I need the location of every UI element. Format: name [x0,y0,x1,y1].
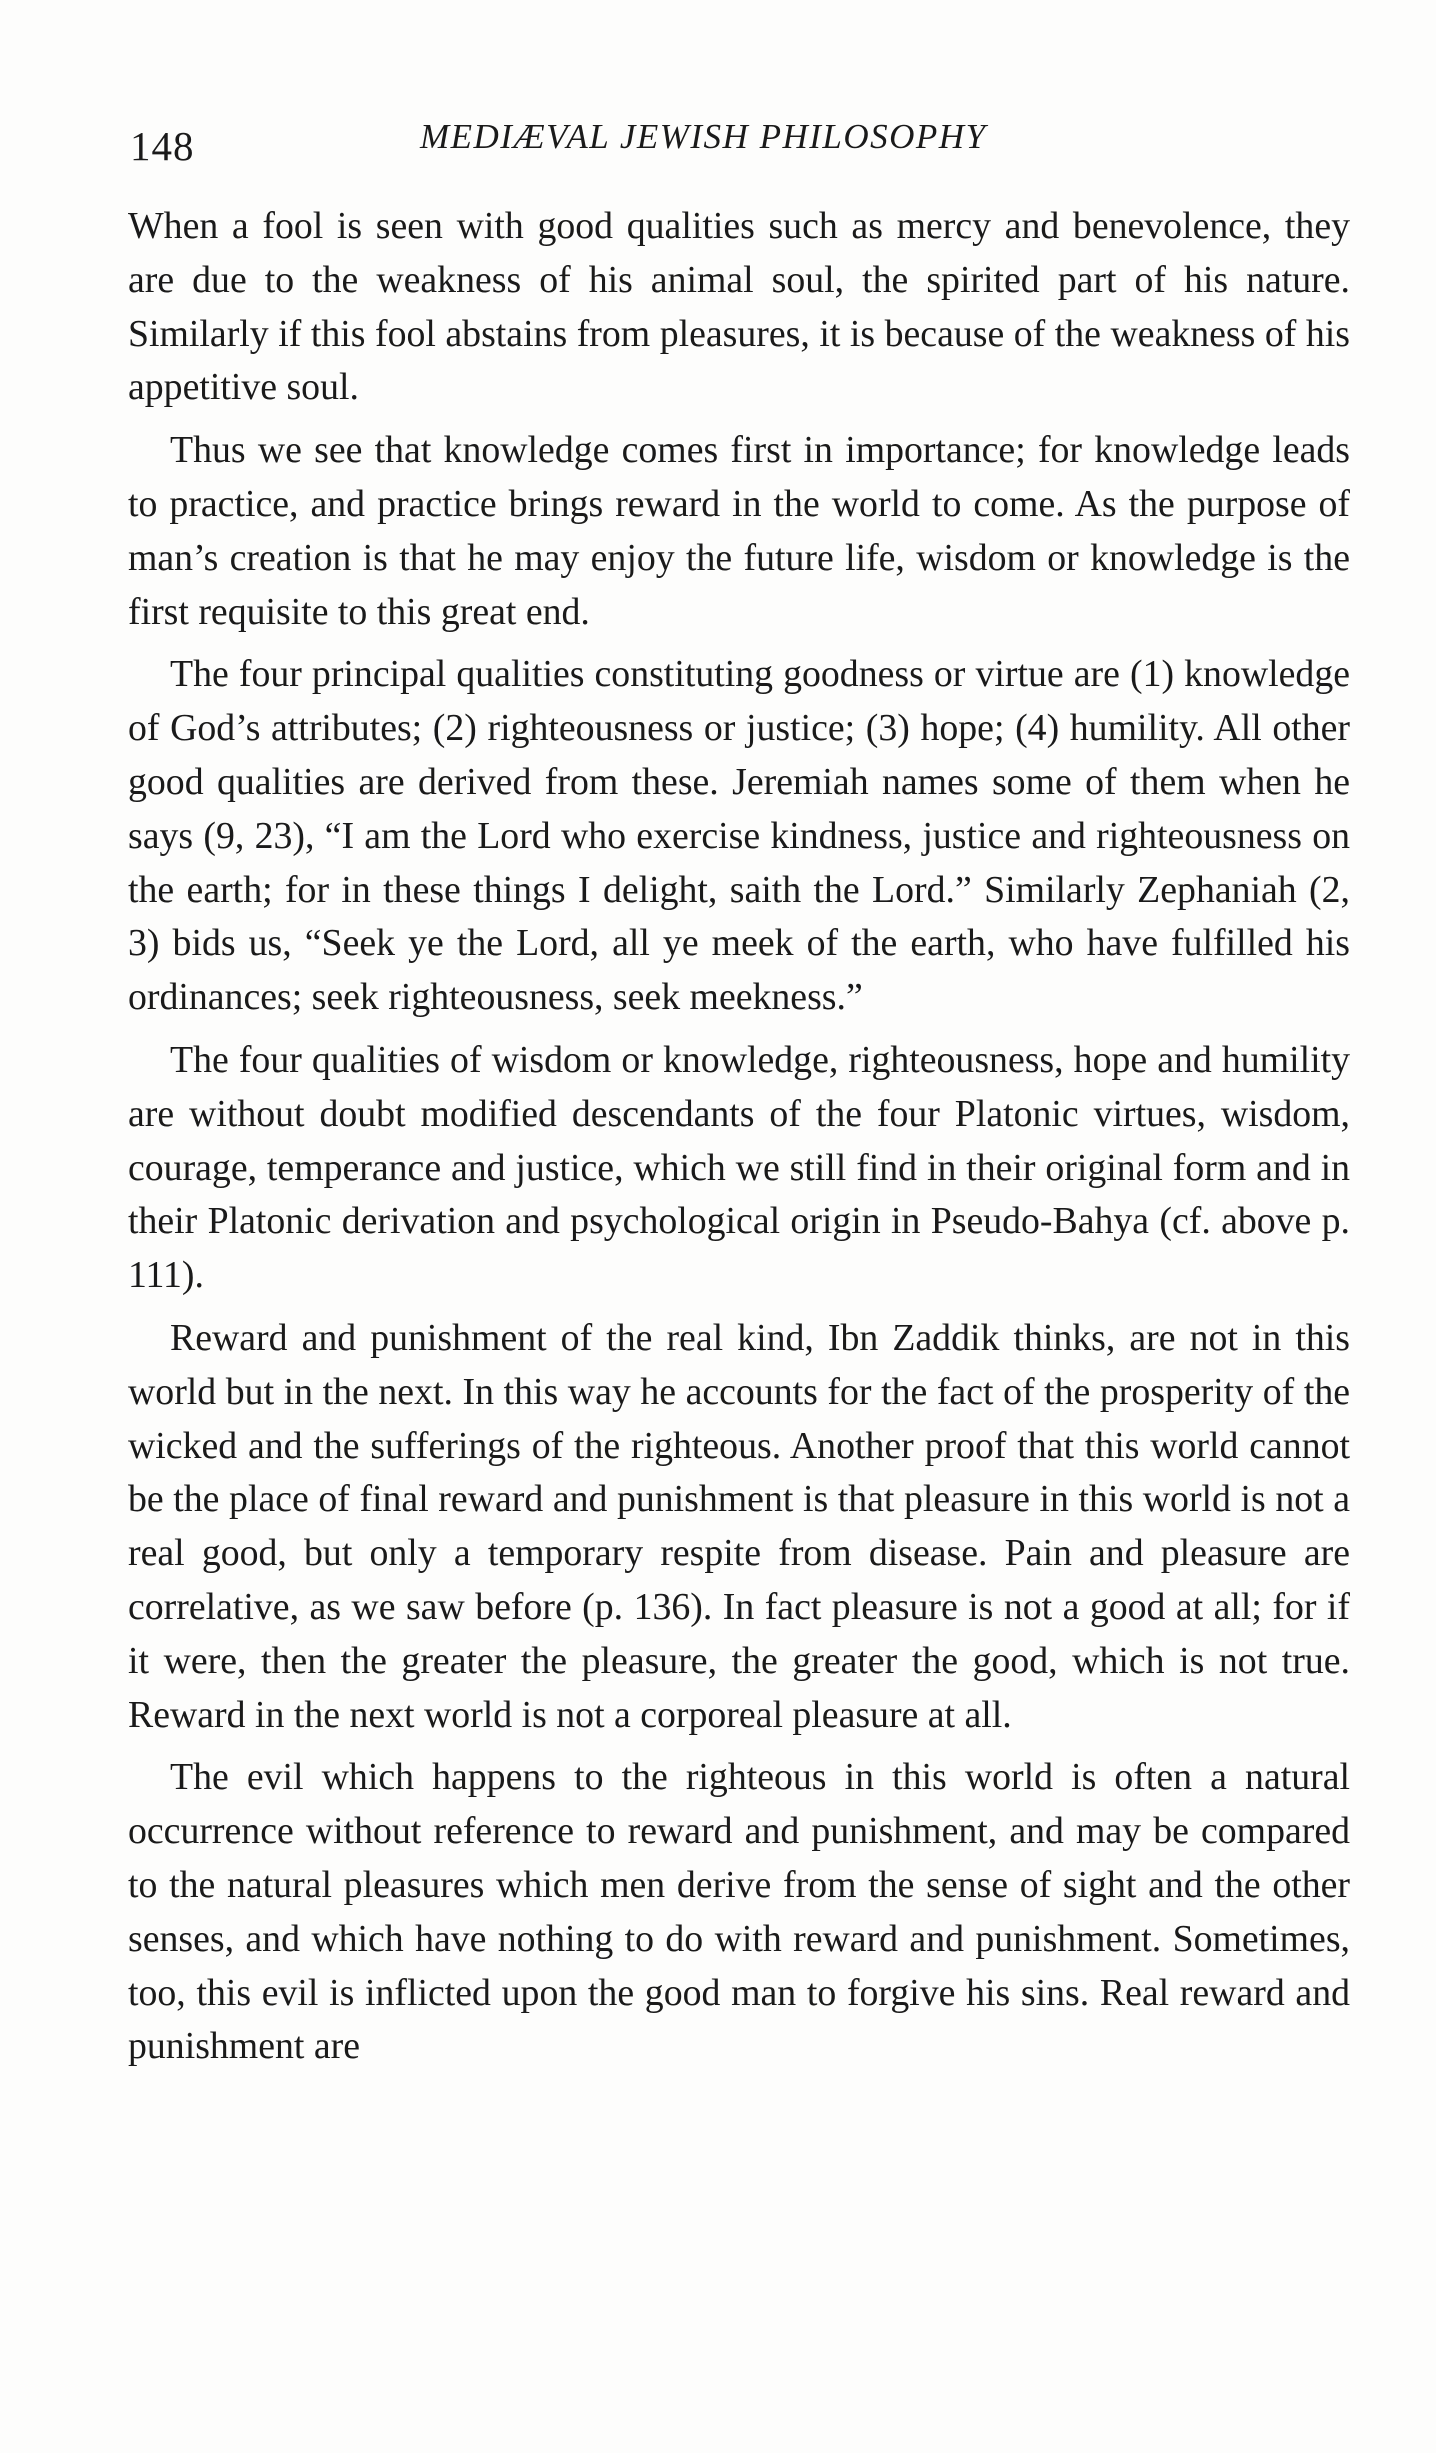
page-number: 148 [130,123,195,169]
paragraph-1: When a fool is seen with good qualities such as mercy and benevolence, they are due to the weakness of his animal soul, the spirited part of his nature. Similarly if this fool abstains from pleasures, it is because of the weakness of his appetitive soul. [128,205,1350,409]
running-title: MEDIÆVAL JEWISH PHILOSOPHY [420,117,987,156]
body-text [128,200,1350,2083]
page-header [130,112,1350,172]
paragraph-6: The evil which happens to the righteous in this world is often a natural occurrence without reference to reward and punishment, and may be compared to the natural pleasures which men derive from the sense of sight and the other senses, and which have nothing to do with reward and punishment. Sometimes, too, this evil is inflicted upon the good man to forgive his sins. Real reward and punishment are [128,1756,1350,2068]
paragraph-5: Reward and punishment of the real kind, Ibn Zaddik thinks, are not in this world but in the next. In this way he accounts for the fact of the prosperity of the wicked and the sufferings of the righteous. Another proof that this world cannot be the place of final reward and punishment is that pleasure in this world is not a real good, but only a temporary respite from disease. Pain and pleasure are correlative, as we saw before (p. 136). In fact pleasure is not a good at all; for if it were, then the greater the pleasure, the greater the good, which is not true. Reward in the next world is not a corporeal pleasure at all. [128,1316,1350,1736]
paragraph-3: The four principal qualities constituting goodness or virtue are (1) knowledge of God’s attributes; (2) righteousness or justice; (3) hope; (4) humility. All other good qualities are derived from these. Jeremiah names some of them when he says (9, 23), “I am the Lord who exercise kindness, justice and righteousness on the earth; for in these things I delight, saith the Lord.” Similarly Zephaniah (2, 3) bids us, “Seek ye the Lord, all ye meek of the earth, who have fulfilled his ordinances; seek righteousness, seek meekness.” [128,653,1350,1019]
paragraph-2: Thus we see that knowledge comes first in importance; for knowledge leads to practice, and practice brings reward in the world to come. As the purpose of man’s creation is that he may enjoy the future life, wisdom or knowledge is the first requisite to this great end. [128,429,1350,633]
paragraph-4: The four qualities of wisdom or knowledge, righteousness, hope and humility are without doubt modified descendants of the four Platonic virtues, wisdom, courage, temperance and justice, which we still find in their original form and in their Platonic derivation and psychological origin in Pseudo-Bahya (cf. above p. 111). [128,1038,1350,1297]
